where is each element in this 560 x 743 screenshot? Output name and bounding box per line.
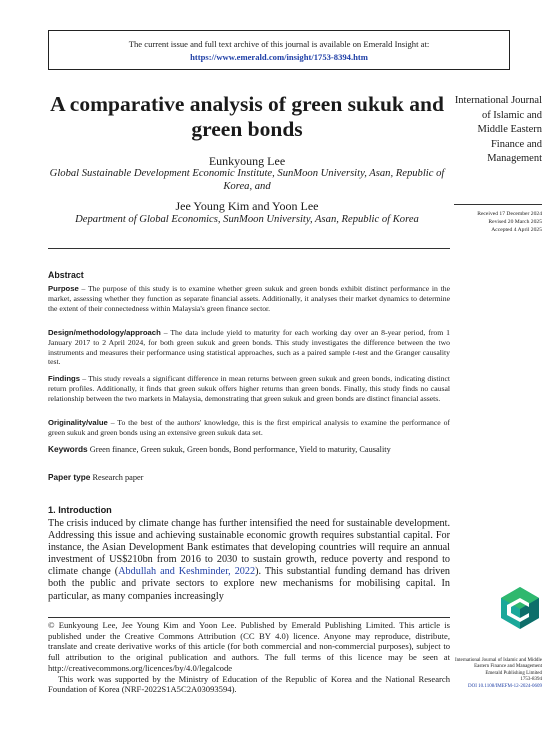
publisher-logo-icon <box>497 585 543 631</box>
footnote-divider <box>48 617 450 618</box>
keywords-label: Keywords <box>48 444 88 454</box>
header-divider <box>48 248 450 249</box>
intro-text-end: ). This substantial funding demand has driven both the public and private sectors to explore new mechanisms for mobilising capital. In particular, as many companies increasingly <box>48 566 450 602</box>
article-dates <box>452 210 542 234</box>
doi-link[interactable]: DOI 10.1108/IMEFM-12-2024-0609 <box>468 683 542 689</box>
abstract-design <box>48 328 450 367</box>
abstract-originality <box>48 418 450 438</box>
keywords <box>48 444 450 456</box>
originality-text: – To the best of the authors' knowledge, this is the first empirical analysis to examine the performance of green sukuk and green bonds using an extensive green sukuk data set. <box>48 418 450 437</box>
papertype-label: Paper type <box>48 472 91 482</box>
paper-type <box>48 473 450 483</box>
article-title: A comparative analysis of green sukuk and green bonds <box>50 92 444 141</box>
received-date: Received 17 December 2024 <box>477 211 542 217</box>
side-issn: 1753-8394 <box>520 677 542 683</box>
design-t: t <box>352 347 355 357</box>
design-text-end: -test and the Granger causality test. <box>48 347 450 367</box>
abstract-heading: Abstract <box>48 270 84 280</box>
journal-url-link[interactable]: https://www.emerald.com/insight/1753-8394.htm <box>190 52 368 62</box>
findings-label: Findings <box>48 374 81 383</box>
revised-date: Revised 20 March 2025 <box>488 219 542 225</box>
papertype-text: Research paper <box>92 473 144 482</box>
accepted-date: Accepted 4 April 2025 <box>491 227 542 233</box>
side-publication-info <box>452 658 542 690</box>
notice-text: The current issue and full text archive of this journal is available on Emerald Insight at: <box>128 39 430 49</box>
journal-name: International Journal of Islamic and Middle Eastern Finance and Management <box>454 95 542 164</box>
journal-divider <box>454 204 542 205</box>
copyright-text: © Eunkyoung Lee, Jee Young Kim and Yoon Lee. Published by Emerald Publishing Limited. This article is published under the Creative Commons Attribution (CC BY 4.0) licence. Anyone may reproduce, distribute, translate and create derivative works of this article (for both commercial and non-commercial purposes), subject to full attribution to the original publication and authors. The full terms of this licence may be seen at http://creativecommons.org/licences/by/4.0/legalcode <box>48 620 450 673</box>
affiliation-1: Global Sustainable Development Economic Institute, SunMoon University, Asan, Republic of Korea, and <box>49 168 445 192</box>
abstract-purpose <box>48 284 450 313</box>
purpose-label: Purpose <box>48 284 79 293</box>
citation-link[interactable]: Abdullah and Keshminder, 2022 <box>118 566 256 578</box>
abstract-findings <box>48 374 450 403</box>
keywords-text: Green finance, Green sukuk, Green bonds, Bond performance, Yield to maturity, Causality <box>89 445 391 454</box>
footnote <box>48 620 450 695</box>
introduction-text <box>48 518 450 603</box>
author-2: Jee Young Kim and Yoon Lee <box>175 199 319 213</box>
design-label: Design/methodology/approach <box>48 328 161 337</box>
access-notice <box>48 30 510 70</box>
originality-label: Originality/value <box>48 418 108 427</box>
design-text: – The data include yield to maturity for each working day over an 8-year period, from 1 January 2017 to 2 April 2024, for both green sukuk and green bonds. This study investigates the difference between the two instruments and measures their performance using statistical approaches, such as a paired sample <box>48 328 450 357</box>
introduction-heading: 1. Introduction <box>48 505 112 515</box>
purpose-text: – The purpose of this study is to examine whether green sukuk and green bonds exhibit distinct performance in the market, assessing whether they function as separate financial assets. Additionally, it analyses their market dynamics to determine the extent of their connectedness within Malaysia's green finance sector. <box>48 284 450 313</box>
affiliation-2: Department of Global Economics, SunMoon University, Asan, Republic of Korea <box>75 214 419 225</box>
intro-text: The crisis induced by climate change has further intensified the need for sustainable development. Addressing this issue and achieving sustainable economic growth requires substantial capital. For instance, the Asian Development Bank estimates that developing countries will require an annual investment of US$210bn from 2016 to 2030 to sustain growth, reduce poverty and respond to climate change ( <box>48 518 450 578</box>
side-journal: International Journal of Islamic and Middle Eastern Finance and Management <box>454 658 542 670</box>
side-publisher: Emerald Publishing Limited <box>485 670 542 676</box>
findings-text: – This study reveals a significant difference in mean returns between green sukuk and green bonds, indicating distinct return profiles. Additionally, it finds that green sukuk offers higher returns than green bonds. Finally, this study finds no causal relationship between the two markets in Malaysia, demonstrating that green sukuk and green bonds are distinct financial assets. <box>48 374 450 403</box>
funding-text: This work was supported by the Ministry of Education of the Republic of Korea and the National Research Foundation of Korea (NRF-2022S1A5C2A03093594). <box>48 673 450 695</box>
author-1: Eunkyoung Lee <box>208 154 286 168</box>
